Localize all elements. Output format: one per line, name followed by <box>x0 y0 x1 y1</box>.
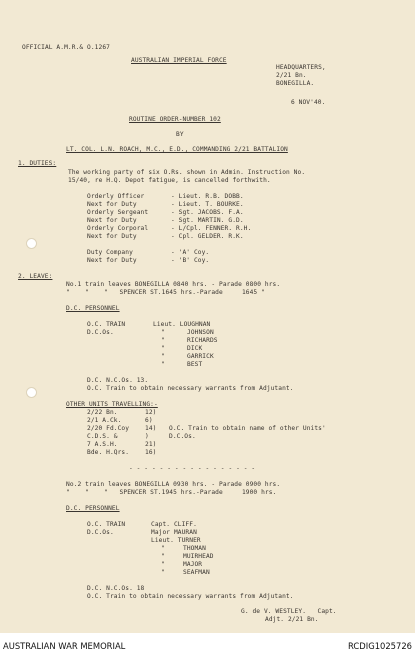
unit-count: 21) <box>145 441 157 448</box>
ditto-mark: " <box>161 569 165 576</box>
train-2-line-1: No.2 train leaves BONEGILLA 0930 hrs. - Parade 0900 hrs. <box>66 481 281 488</box>
unit-count: ) <box>145 433 149 440</box>
ditto-mark: " <box>161 361 165 368</box>
duty-role: Orderly Sergeant <box>87 209 149 216</box>
units-note-line-2: D.C.Os. <box>169 433 196 440</box>
dcos2-second: Lieut. TURNER <box>151 537 201 544</box>
officer-name: THOMAN <box>183 545 206 552</box>
ditto-mark: " <box>161 545 165 552</box>
unit-name: C.D.S. & <box>87 433 118 440</box>
warrant-note-1: O.C. Train to obtain necessary warrants from Adjutant. <box>87 385 294 392</box>
train-1-line-1: No.1 train leaves BONEGILLA 0840 hrs. - Parade 0800 hrs. <box>66 281 281 288</box>
ditto-mark: " <box>161 345 165 352</box>
ditto-mark: " <box>161 329 165 336</box>
duty-role: Next for Duty <box>87 201 137 208</box>
unit-count: 14) <box>145 425 157 432</box>
dcos2-first: Major MAURAN <box>151 529 197 536</box>
officer-name: DICK <box>187 345 203 352</box>
section-2-heading: 2. LEAVE: <box>18 273 53 280</box>
ditto-mark: " <box>161 353 165 360</box>
duty-name: - Sgt. JACOBS. F.A. <box>171 209 244 216</box>
units-note-line-1: O.C. Train to obtain name of other Units' <box>169 425 326 432</box>
section-1-para-line-1: The working party of six O.Rs. shown in Admin. Instruction No. <box>68 169 306 176</box>
unit-name: 2/20 Fd.Coy <box>87 425 130 432</box>
officer-name: BEST <box>187 361 203 368</box>
train-1-line-2: " " " SPENCER ST.1645 hrs.-Parade 1645 " <box>66 289 265 296</box>
nco-count-1: D.C. N.C.Os. 13. <box>87 377 149 384</box>
other-units-heading: OTHER UNITS TRAVELLING:- <box>66 401 158 408</box>
unit-name: 2/1 A.Ck. <box>87 417 122 424</box>
warrant-note-2: O.C. Train to obtain necessary warrants from Adjutant. <box>87 593 294 600</box>
duty-role: Next for Duty <box>87 233 137 240</box>
duty-company-role: Duty Company <box>87 249 133 256</box>
oc2-train-name: Capt. CLIFF. <box>151 521 197 528</box>
hq-line-2: 2/21 Bn. <box>276 72 307 79</box>
duty-company-role: Next for Duty <box>87 257 137 264</box>
duty-name: - Lieut. R.B. DOBB. <box>171 193 244 200</box>
duty-role: Next for Duty <box>87 217 137 224</box>
ditto-mark: " <box>161 561 165 568</box>
oc-train-label: O.C. TRAIN <box>87 321 126 328</box>
duty-name: - Lieut. T. BOURKE. <box>171 201 244 208</box>
unit-name: 7 A.S.H. <box>87 441 118 448</box>
separator-line: - - - - - - - - - - - - - - - - - <box>129 465 256 472</box>
signature-name: G. de V. WESTLEY. Capt. <box>241 608 337 615</box>
duty-role: Orderly Corporal <box>87 225 149 232</box>
train-2-line-2: " " " SPENCER ST.1945 hrs.-Parade 1900 hrs. <box>66 489 277 496</box>
by-line: BY <box>176 131 184 138</box>
punch-hole <box>26 387 37 398</box>
dcos2-label: D.C.Os. <box>87 529 114 536</box>
order-title: ROUTINE ORDER-NUMBER 102 <box>129 116 221 123</box>
personnel-heading-1: D.C. PERSONNEL <box>66 305 120 312</box>
unit-count: 16) <box>145 449 157 456</box>
officer-name: MAJOR <box>183 561 203 568</box>
signature-title: Adjt. 2/21 Bn. <box>265 616 319 623</box>
personnel-heading-2: D.C. PERSONNEL <box>66 505 120 512</box>
ditto-mark: " <box>161 553 165 560</box>
hq-line-3: BONEGILLA. <box>276 80 315 87</box>
officer-name: RICHARDS <box>187 337 218 344</box>
unit-name: 2/22 Bn. <box>87 409 118 416</box>
footer-credit: AUSTRALIAN WAR MEMORIAL <box>3 641 126 651</box>
dcos-label: D.C.Os. <box>87 329 114 336</box>
officer-name: JOHNSON <box>187 329 214 336</box>
oc-train-name: Lieut. LOUGHNAN <box>153 321 211 328</box>
duty-name: - L/Cpl. FENNER. R.H. <box>171 225 252 232</box>
ditto-mark: " <box>161 337 165 344</box>
officer-name: GARRICK <box>187 353 214 360</box>
aif-heading: AUSTRALIAN IMPERIAL FORCE <box>131 57 227 64</box>
officer-name: MUIRHEAD <box>183 553 214 560</box>
section-1-para-line-2: 15/40, re H.Q. Depot fatigue, is cancelled forthwith. <box>68 177 271 184</box>
nco-count-2: D.C. N.C.Os. 18 <box>87 585 145 592</box>
official-form-number: OFFICIAL A.M.R.& O.1267 <box>22 44 110 51</box>
unit-name: Bde. H.Qrs. <box>87 449 130 456</box>
oc2-train-label: O.C. TRAIN <box>87 521 126 528</box>
order-date: 6 NOV'40. <box>291 99 326 106</box>
punch-hole <box>26 238 37 249</box>
commander-line: LT. COL. L.N. ROACH, M.C., E.D., COMMANDING 2/21 BATTALION <box>66 146 288 153</box>
duty-company-name: - 'A' Coy. <box>171 249 210 256</box>
hq-line-1: HEADQUARTERS, <box>276 64 326 71</box>
unit-count: 12) <box>145 409 157 416</box>
duty-role: Orderly Officer <box>87 193 145 200</box>
section-1-heading: 1. DUTIES: <box>18 160 57 167</box>
duty-company-name: - 'B' Coy. <box>171 257 210 264</box>
officer-name: SEAFMAN <box>183 569 210 576</box>
duty-name: - Sgt. MARTIN. G.D. <box>171 217 244 224</box>
unit-count: 6) <box>145 417 153 424</box>
footer-record-id: RCDIG1025726 <box>348 641 412 651</box>
duty-name: - Cpl. GELDER. R.K. <box>171 233 244 240</box>
